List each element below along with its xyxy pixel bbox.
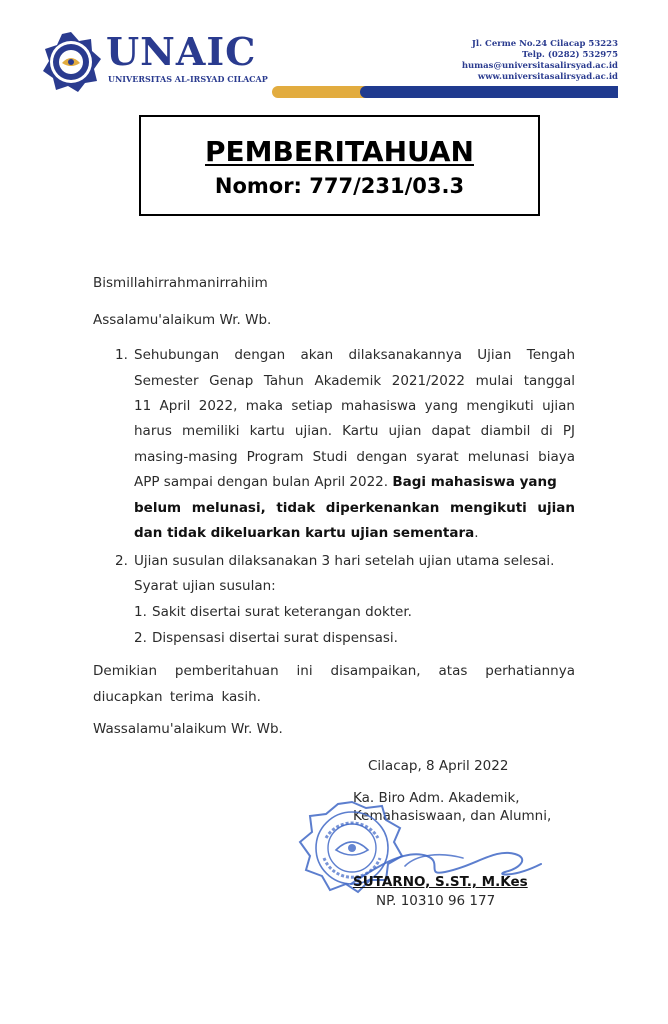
item-1-period: . — [474, 525, 479, 541]
signer-position: Kemahasiswaan, dan Alumni, — [353, 808, 552, 824]
item-1-line-8 — [134, 524, 479, 542]
title-box — [139, 115, 540, 216]
item-1-line: Sehubungan dengan akan dilaksanakannya Ujian Tengah — [134, 347, 575, 363]
university-name: UNIVERSITAS AL-IRSYAD CILACAP — [108, 74, 268, 84]
signer-nip: NP. 10310 96 177 — [376, 893, 496, 909]
signer-name: SUTARNO, S.ST., M.Kes — [353, 874, 528, 890]
closing-line: Demikian pemberitahuan ini disampaikan, atas perhatiannya — [93, 663, 575, 679]
greeting-bismillah: Bismillahirrahmanirrahiim — [93, 275, 268, 291]
subitem-number: 2. — [134, 630, 147, 646]
signer-position: Ka. Biro Adm. Akademik, — [353, 790, 520, 806]
item-1-line: harus memiliki kartu ujian. Kartu ujian dapat diambil di PJ — [134, 423, 575, 439]
item-1-line: masing-masing Program Studi dengan syarat melunasi biaya — [134, 449, 575, 465]
item-1-line-6 — [134, 473, 575, 491]
subitem-number: 1. — [134, 604, 147, 620]
closing-line: diucapkan terima kasih. — [93, 689, 261, 705]
item-1-number: 1. — [115, 347, 128, 363]
phone: Telp. (0282) 532975 — [522, 50, 618, 60]
email: humas@universitasalirsyad.ac.id — [461, 61, 618, 71]
greeting-salam: Assalamu'alaikum Wr. Wb. — [93, 312, 272, 328]
document-number: Nomor: 777/231/03.3 — [214, 174, 465, 198]
item-2-line: Syarat ujian susulan: — [134, 578, 276, 594]
document-title: PEMBERITAHUAN — [205, 135, 474, 168]
website: www.universitasalirsyad.ac.id — [477, 72, 618, 82]
item-1-line: Semester Genap Tahun Akademik 2021/2022 mulai tanggal — [134, 373, 575, 389]
item-1-emphasis: Bagi mahasiswa yang — [392, 474, 557, 490]
brand-name: UNAIC — [106, 29, 257, 74]
item-1-text: APP sampai dengan bulan April 2022. — [134, 474, 393, 490]
item-1-emphasis: belum melunasi, tidak diperkenankan mengikuti ujian — [134, 500, 575, 516]
university-logo-icon — [40, 31, 102, 93]
item-1-emphasis: dan tidak dikeluarkan kartu ujian sementara — [134, 525, 475, 541]
subitem-text: Dispensasi disertai surat dispensasi. — [152, 630, 398, 646]
item-1-line: 11 April 2022, maka setiap mahasiswa yang mengikuti ujian — [134, 398, 575, 414]
item-2-number: 2. — [115, 553, 128, 569]
item-2-line: Ujian susulan dilaksanakan 3 hari setelah ujian utama selesai. — [134, 553, 555, 569]
place-date: Cilacap, 8 April 2022 — [368, 758, 509, 774]
address: Jl. Cerme No.24 Cilacap 53223 — [471, 39, 618, 49]
letterhead-blue-band — [360, 86, 618, 98]
salam-penutup: Wassalamu'alaikum Wr. Wb. — [93, 721, 283, 737]
contact-block — [462, 39, 618, 83]
subitem-text: Sakit disertai surat keterangan dokter. — [152, 604, 412, 620]
